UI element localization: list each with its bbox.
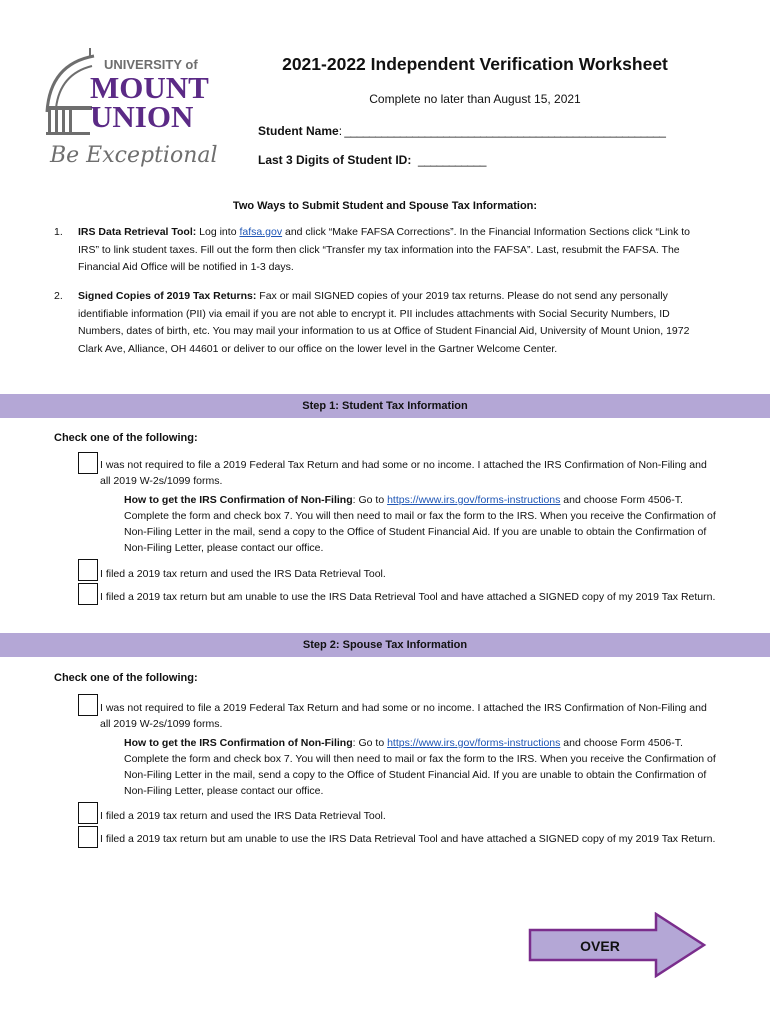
- step1-option-drt: I filed a 2019 tax return and used the IRS Data Retrieval Tool.: [100, 568, 386, 580]
- how-title: How to get the IRS Confirmation of Non-Filing: [124, 737, 353, 749]
- step2-option-signed-return: I filed a 2019 tax return but am unable to use the IRS Data Retrieval Tool and have attached a SIGNED copy of my 2019 Tax Return.: [100, 833, 716, 845]
- step1-header: Step 1: Student Tax Information: [0, 394, 770, 418]
- student-id-line[interactable]: ___________: [418, 153, 486, 167]
- student-name-line[interactable]: : ____________________________________________________: [338, 124, 666, 138]
- step2-check-label: Check one of the following:: [54, 672, 198, 684]
- deadline-text: Complete no later than August 15, 2021: [369, 92, 581, 106]
- step1-option-signed-return: I filed a 2019 tax return but am unable to use the IRS Data Retrieval Tool and have attached a SIGNED copy of my 2019 Tax Return.: [100, 591, 716, 603]
- option-text-pre: Log into: [196, 226, 240, 238]
- step1-checkbox-drt[interactable]: [78, 559, 98, 581]
- option-title: Signed Copies of 2019 Tax Returns:: [78, 290, 257, 302]
- student-name-field[interactable]: [258, 124, 665, 138]
- step2-checkbox-non-filing[interactable]: [78, 694, 98, 716]
- student-id-label: Last 3 Digits of Student ID:: [258, 153, 412, 167]
- page-title: 2021-2022 Independent Verification Worksheet: [282, 54, 668, 74]
- fafsa-link[interactable]: fafsa.gov: [239, 226, 283, 238]
- option-text: Fax or mail SIGNED copies of your 2019 tax returns. Please do not send any personally identifiable information (PII) via email if you are not able to encrypt it. PII includes attachments with Social Security Numbers, ID Numbers, dates of birth, etc. You may mail your information to us at Office of Student Financial Aid, University of Mount Union, 1972 Clark Ave, Alliance, OH 44601 or deliver to our office on the lower level in the Gartner Welcome Center.: [78, 290, 690, 355]
- step2-header: Step 2: Spouse Tax Information: [0, 633, 770, 657]
- option-text-post: and click “Make FAFSA Corrections”. In the Financial Information Sections click “Link to IRS” to link student taxes. Fill out the form then click “Transfer my tax information into the FAFSA”. Last, resubmit the FAFSA. The Financial Aid Office will be notified in 1-3 days.: [78, 226, 690, 273]
- option-number: 2.: [54, 290, 63, 302]
- logo-tagline: Be Exceptional: [50, 143, 218, 168]
- option-title: IRS Data Retrieval Tool:: [78, 226, 197, 238]
- how-pre: : Go to: [352, 737, 388, 749]
- step1-option-non-filing: I was not required to file a 2019 Federal Tax Return and had some or no income. I attached the IRS Confirmation of Non-Filing and all 2019 W-2s/1099 forms.: [100, 459, 707, 487]
- step1-non-filing-instructions: [124, 492, 719, 556]
- dome-icon: [47, 48, 94, 112]
- how-pre: : Go to: [352, 494, 388, 506]
- submission-option-1: [54, 224, 704, 277]
- logo-university-text: UNIVERSITY of: [104, 57, 198, 72]
- step1-checkbox-signed-return[interactable]: [78, 583, 98, 605]
- step2-non-filing-instructions: [124, 735, 719, 799]
- university-logo: [42, 44, 227, 174]
- student-id-field[interactable]: [258, 153, 486, 167]
- how-title: How to get the IRS Confirmation of Non-Filing: [124, 494, 353, 506]
- how-post: and choose Form 4506-T. Complete the form and check box 7. You will then need to mail or fax the form to the IRS. When you receive the Confirmation of Non-Filing Letter in the mail, send a copy to the Office of Student Financial Aid. If you are unable to obtain the Confirmation of Non-Filing Letter, please contact our office.: [124, 737, 716, 797]
- step1-check-label: Check one of the following:: [54, 432, 198, 444]
- submission-option-2: [54, 288, 704, 358]
- logo-mount-text: MOUNT: [90, 70, 209, 105]
- option-number: 1.: [54, 226, 63, 238]
- step2-checkbox-signed-return[interactable]: [78, 826, 98, 848]
- over-label: OVER: [580, 938, 620, 954]
- how-post: and choose Form 4506-T. Complete the form and check box 7. You will then need to mail or fax the form to the IRS. When you receive the Confirmation of Non-Filing Letter in the mail, send a copy to the Office of Student Financial Aid. If you are unable to obtain the Confirmation of Non-Filing Letter, please contact our office.: [124, 494, 716, 554]
- submission-heading: Two Ways to Submit Student and Spouse Tax Information:: [232, 200, 538, 212]
- step2-checkbox-drt[interactable]: [78, 802, 98, 824]
- step2-option-drt: I filed a 2019 tax return and used the IRS Data Retrieval Tool.: [100, 810, 386, 822]
- logo-union-text: UNION: [90, 99, 194, 134]
- over-arrow[interactable]: [528, 912, 708, 978]
- student-name-label: Student Name: [258, 124, 339, 138]
- step1-checkbox-non-filing[interactable]: [78, 452, 98, 474]
- step2-option-non-filing: I was not required to file a 2019 Federal Tax Return and had some or no income. I attached the IRS Confirmation of Non-Filing and all 2019 W-2s/1099 forms.: [100, 702, 707, 730]
- irs-forms-link[interactable]: https://www.irs.gov/forms-instructions: [387, 737, 561, 749]
- irs-forms-link[interactable]: https://www.irs.gov/forms-instructions: [387, 494, 561, 506]
